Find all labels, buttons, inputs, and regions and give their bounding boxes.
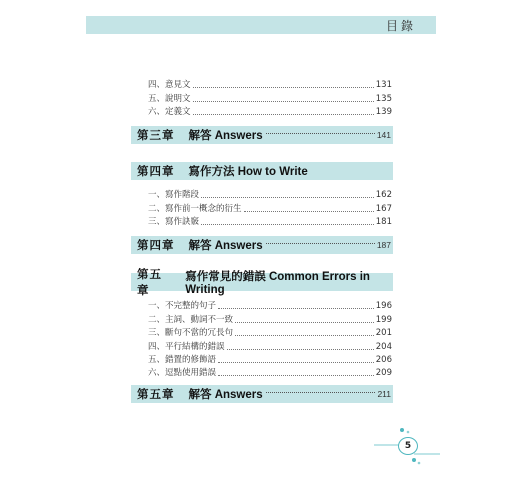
toc-entry-label: 二、主詞、動詞不一致 — [148, 315, 234, 325]
toc-entry-page: 199 — [375, 315, 392, 325]
chapter-page: 187 — [376, 240, 391, 250]
dot-leader — [201, 197, 374, 198]
dot-leader — [218, 362, 374, 363]
toc-entry[interactable] — [148, 201, 392, 214]
toc-entry-page: 167 — [375, 204, 392, 214]
toc-entry-label: 三、寫作訣竅 — [148, 217, 200, 227]
dot-leader — [193, 114, 374, 115]
dot-leader — [218, 308, 374, 309]
toc-entry-label: 二、寫作前一概念的衍生 — [148, 204, 242, 214]
dot-leader — [201, 224, 374, 225]
toc-entry-label: 四、意見文 — [148, 80, 191, 90]
toc-entry-page: 201 — [375, 328, 392, 338]
toc-entry-page: 181 — [375, 217, 392, 227]
chapter-4-answers-heading[interactable] — [131, 236, 393, 254]
toc-entry[interactable] — [148, 187, 392, 200]
toc-entry-label: 三、斷句不當的冗長句 — [148, 328, 234, 338]
chapter-5-heading[interactable] — [131, 269, 393, 297]
toc-entry[interactable] — [148, 77, 392, 90]
dot-leader — [266, 392, 376, 393]
chapter-number: 第四章 — [137, 166, 175, 178]
page-number: 5 — [398, 437, 418, 455]
dot-leader — [227, 349, 374, 350]
chapter-title: 解答 Answers — [188, 389, 263, 401]
chapter-title: 解答 Answers — [188, 240, 263, 252]
chapter-number: 第三章 — [137, 130, 175, 142]
toc-entry-label: 一、不完整的句子 — [148, 301, 217, 311]
toc-entry[interactable] — [148, 298, 392, 311]
dot-leader — [244, 211, 374, 212]
toc-entry[interactable] — [148, 104, 392, 117]
toc-entry[interactable] — [148, 325, 392, 338]
header-bar — [86, 16, 436, 34]
toc-entry-page: 162 — [375, 190, 392, 200]
chapter-page: 211 — [377, 389, 391, 399]
toc-entry[interactable] — [148, 365, 392, 378]
toc-entry[interactable] — [148, 312, 392, 325]
chapter-number: 第五章 — [137, 269, 162, 297]
chapter-number: 第四章 — [137, 240, 175, 252]
dot-leader — [266, 243, 375, 244]
toc-entry-label: 六、定義文 — [148, 107, 191, 117]
chapter-title: 寫作方法 How to Write — [188, 166, 308, 178]
toc-entry-label: 五、說明文 — [148, 94, 191, 104]
toc-entry-label: 六、逗點使用錯誤 — [148, 368, 217, 378]
dot-leader — [193, 101, 374, 102]
toc-entry[interactable] — [148, 214, 392, 227]
toc-entry[interactable] — [148, 339, 392, 352]
chapter-title: 解答 Answers — [188, 130, 263, 142]
dot-leader — [235, 322, 374, 323]
toc-entry-label: 五、錯置的修飾語 — [148, 355, 217, 365]
toc-entry-page: 196 — [375, 301, 392, 311]
chapter-page: 141 — [376, 130, 391, 140]
dot-leader — [235, 335, 374, 336]
dot-leader — [218, 375, 374, 376]
dot-leader — [193, 87, 374, 88]
dot-leader — [266, 133, 375, 134]
toc-entry-page: 209 — [375, 368, 392, 378]
toc-entry[interactable] — [148, 91, 392, 104]
chapter-5-answers-heading[interactable] — [131, 385, 393, 403]
toc-entry-page: 135 — [375, 94, 392, 104]
toc-entry-page: 139 — [375, 107, 392, 117]
toc-entry-label: 四、平行結構的錯誤 — [148, 342, 225, 352]
toc-entry[interactable] — [148, 352, 392, 365]
chapter-title: 寫作常見的錯誤 Common Errors in Writing — [185, 271, 370, 296]
page-title: 目錄 — [385, 19, 416, 33]
toc-entry-page: 204 — [375, 342, 392, 352]
chapter-3-answers-heading[interactable] — [131, 126, 393, 144]
chapter-number: 第五章 — [137, 389, 175, 401]
toc-entry-page: 206 — [375, 355, 392, 365]
chapter-4-heading[interactable] — [131, 162, 393, 180]
toc-entry-label: 一、寫作階段 — [148, 190, 200, 200]
toc-entry-page: 131 — [375, 80, 392, 90]
